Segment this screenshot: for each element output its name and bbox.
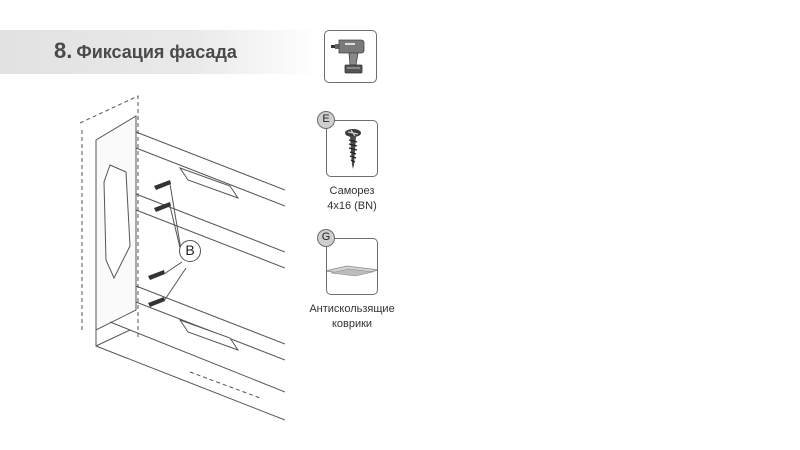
part-box-screw [326, 120, 378, 177]
part-badge-g: G [317, 229, 335, 247]
part-badge-e: E [317, 111, 335, 129]
screw-mark [154, 180, 171, 190]
screw-mark [148, 297, 165, 307]
mat-icon [327, 239, 377, 293]
part-box-mat [326, 238, 378, 295]
screws [148, 180, 171, 307]
part-caption-mat [290, 302, 414, 332]
cabinet-base [96, 322, 285, 420]
assembly-illustration [70, 90, 285, 430]
screw-mark [148, 270, 165, 280]
part-caption-screw [302, 184, 402, 214]
step-title [54, 38, 237, 64]
part-caption-line: Саморез [329, 185, 375, 197]
part-caption-line: коврики [331, 318, 373, 330]
drawer-upper [136, 132, 285, 268]
tool-box [324, 30, 377, 83]
step-number: 8. [54, 38, 73, 63]
callout-b: B [179, 240, 201, 262]
part-caption-line: Антискользящие [309, 303, 395, 315]
screw-icon [327, 121, 377, 175]
part-caption-line: 4x16 (BN) [327, 200, 377, 212]
drawer-lower [136, 286, 285, 360]
screw-mark [154, 202, 171, 212]
step-title-text: Фиксация фасада [76, 42, 237, 62]
drill-icon [325, 31, 375, 81]
